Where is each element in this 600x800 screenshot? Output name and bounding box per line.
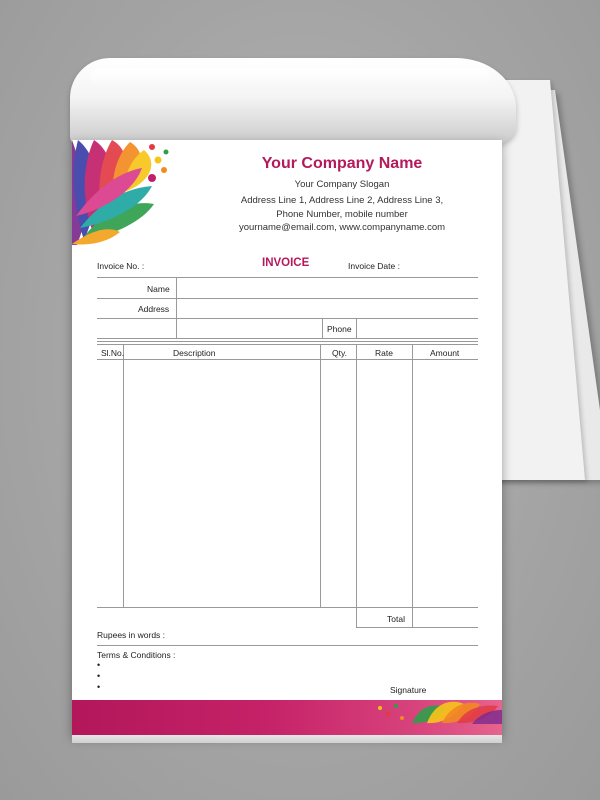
divider xyxy=(97,318,478,319)
terms-bullet: • xyxy=(97,671,101,681)
column-header-qty: Qty. xyxy=(332,348,347,358)
signature-label: Signature xyxy=(390,685,427,695)
terms-bullet: • xyxy=(97,682,101,692)
invoice-number-label: Invoice No. : xyxy=(97,261,145,271)
table-header-border xyxy=(97,359,478,360)
roll-highlight xyxy=(90,68,490,86)
table-top-border xyxy=(97,344,478,345)
invoice-date-label: Invoice Date : xyxy=(348,261,400,271)
divider xyxy=(97,298,478,299)
divider xyxy=(97,277,478,278)
column-header-description: Description xyxy=(173,348,216,358)
divider xyxy=(176,277,177,338)
invoice-title: INVOICE xyxy=(262,257,310,269)
terms-bullet: • xyxy=(97,660,101,670)
divider xyxy=(322,318,323,338)
company-phone: Phone Number, mobile number xyxy=(276,209,408,220)
column-header-rate: Rate xyxy=(375,348,393,358)
customer-phone-label: Phone xyxy=(327,324,352,334)
column-divider xyxy=(123,344,124,607)
column-header-slno: Sl.No. xyxy=(101,348,125,358)
company-contact: yourname@email.com, www.companyname.com xyxy=(238,222,446,233)
total-label: Total xyxy=(387,614,405,624)
company-name: Your Company Name xyxy=(261,155,423,172)
column-divider xyxy=(320,344,321,607)
divider xyxy=(356,318,357,338)
sheet-stack-edge xyxy=(72,735,502,743)
company-slogan: Your Company Slogan xyxy=(294,179,390,190)
divider xyxy=(97,645,478,646)
invoice-sheet xyxy=(72,140,502,735)
column-divider xyxy=(356,344,357,627)
column-header-amount: Amount xyxy=(430,348,460,358)
total-row-border xyxy=(356,627,478,628)
company-address: Address Line 1, Address Line 2, Address Line 3, xyxy=(240,195,444,206)
table-bottom-border xyxy=(97,607,478,608)
customer-address-label: Address xyxy=(138,304,170,314)
terms-label: Terms & Conditions : xyxy=(97,650,176,660)
divider xyxy=(97,338,478,339)
flower-logo-icon xyxy=(72,140,182,250)
petal-decoration-icon xyxy=(372,698,502,728)
rupees-in-words-label: Rupees in words : xyxy=(97,630,166,640)
column-divider xyxy=(412,344,413,627)
divider xyxy=(97,341,478,342)
customer-name-label: Name xyxy=(147,284,170,294)
